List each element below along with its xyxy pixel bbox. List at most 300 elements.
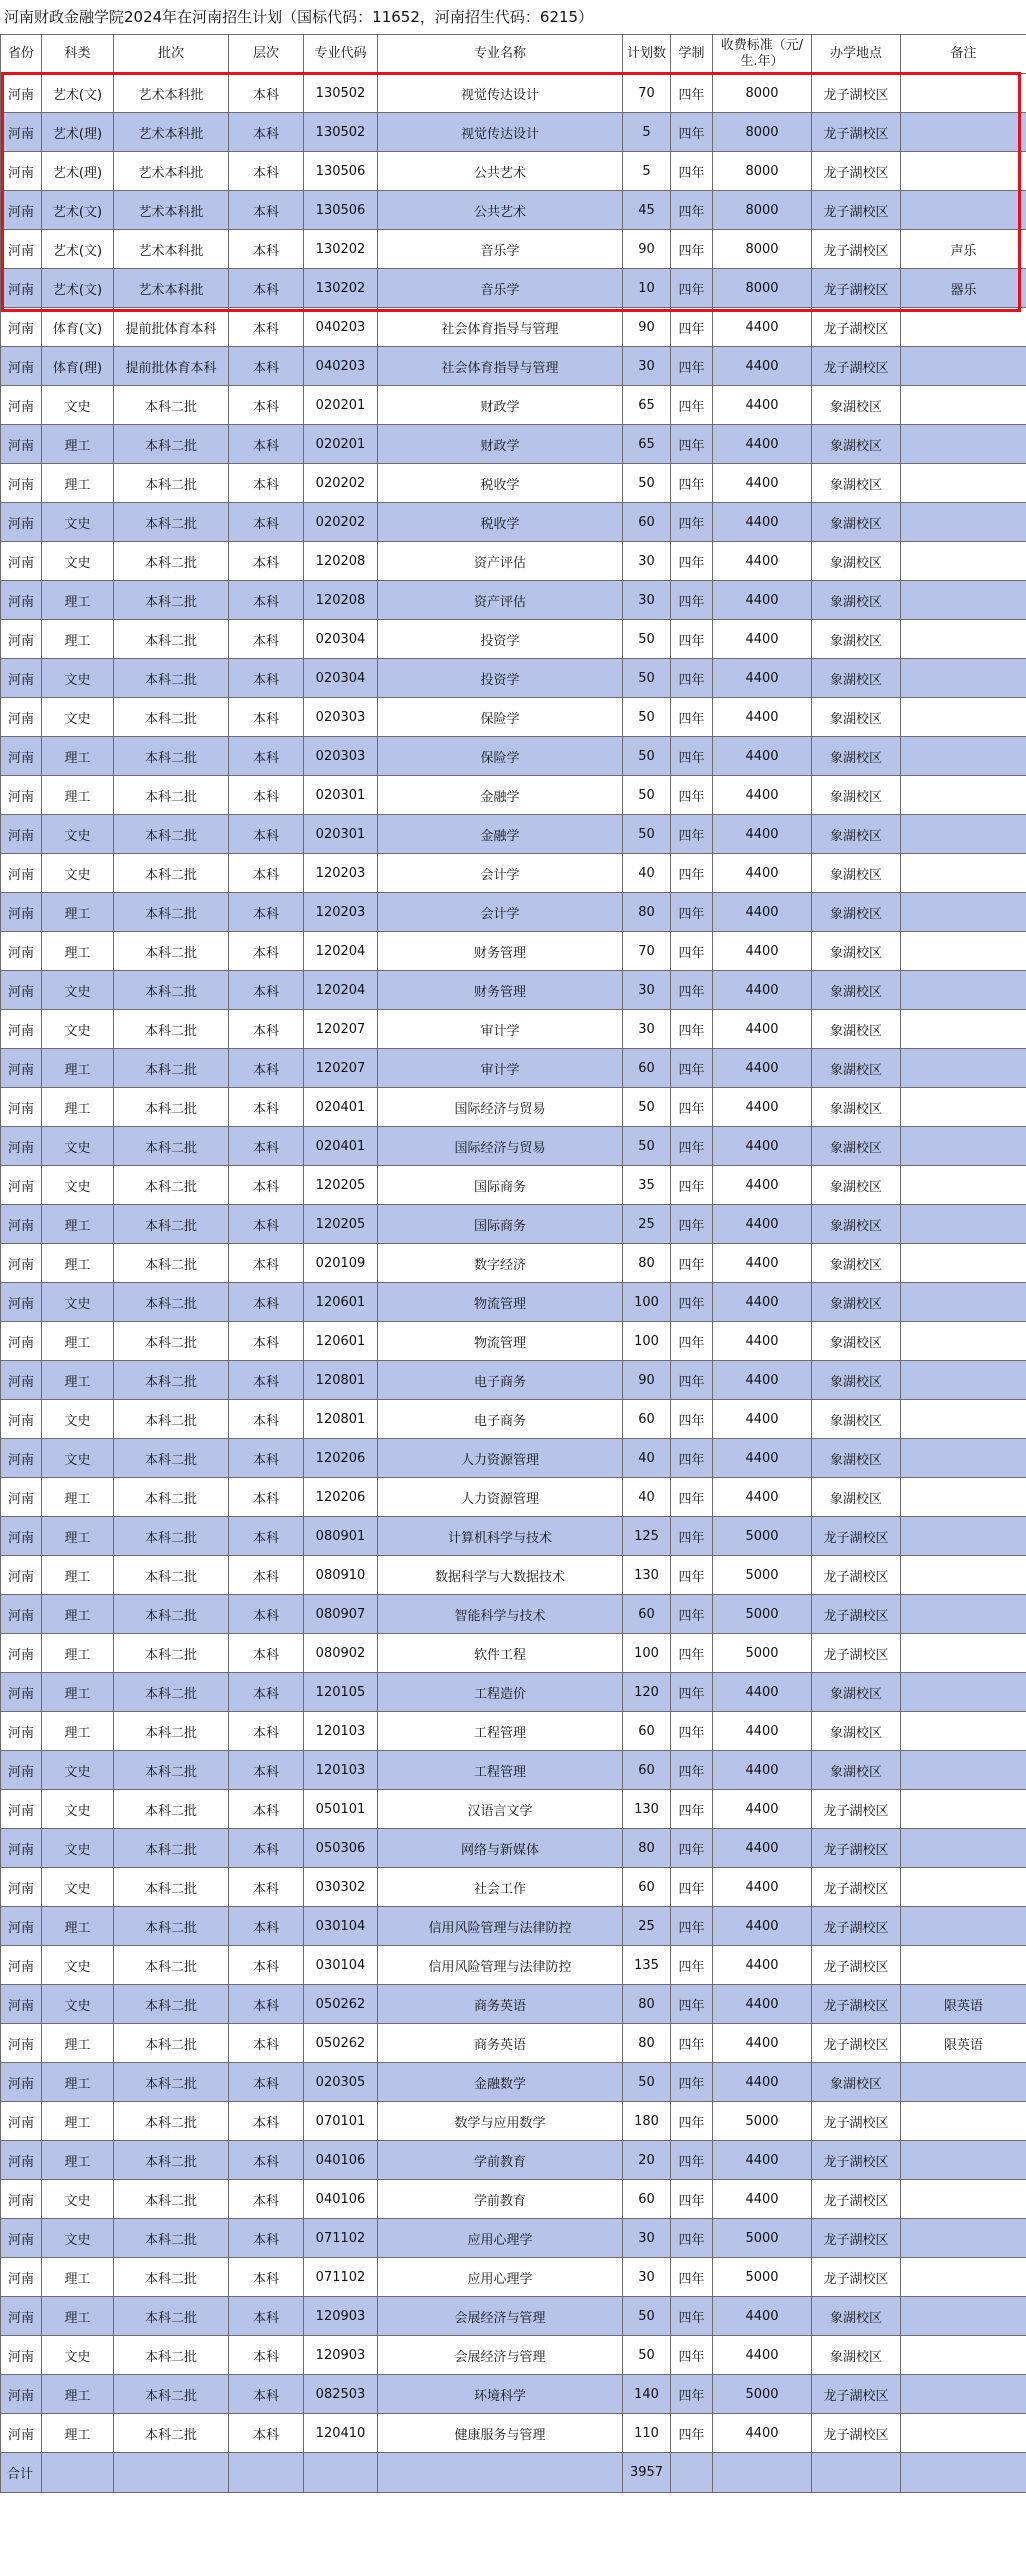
cell-major-code: 020304	[304, 659, 378, 698]
col-header-category: 科类	[42, 35, 114, 74]
cell-batch: 本科二批	[114, 2024, 229, 2063]
cell-campus: 象湖校区	[812, 1205, 901, 1244]
cell-major-code: 130202	[304, 230, 378, 269]
cell-province: 河南	[1, 2180, 42, 2219]
cell-level: 本科	[229, 2063, 304, 2102]
cell-major-code: 120204	[304, 932, 378, 971]
cell-province: 河南	[1, 542, 42, 581]
cell-batch: 本科二批	[114, 2219, 229, 2258]
table-row	[1, 2180, 1026, 2219]
cell-major-name: 信用风险管理与法律防控	[378, 1907, 623, 1946]
cell-province: 河南	[1, 1127, 42, 1166]
cell-major-name: 数字经济	[378, 1244, 623, 1283]
table-row	[1, 425, 1026, 464]
cell-category: 理工	[42, 2024, 114, 2063]
cell-campus: 龙子湖校区	[812, 191, 901, 230]
cell-major-code: 030104	[304, 1907, 378, 1946]
cell-fee: 4400	[713, 1673, 812, 1712]
cell-category: 理工	[42, 1907, 114, 1946]
cell-level: 本科	[229, 269, 304, 308]
cell-duration: 四年	[671, 2180, 713, 2219]
cell-level: 本科	[229, 1907, 304, 1946]
cell-major-code: 080907	[304, 1595, 378, 1634]
cell-duration: 四年	[671, 386, 713, 425]
cell-plan-count: 110	[623, 2414, 671, 2453]
cell-category: 文史	[42, 1790, 114, 1829]
cell-province: 河南	[1, 1985, 42, 2024]
cell-batch: 本科二批	[114, 2375, 229, 2414]
cell-plan-count: 5	[623, 152, 671, 191]
cell-remarks	[901, 2180, 1026, 2219]
cell-fee: 4400	[713, 2063, 812, 2102]
cell-remarks	[901, 1010, 1026, 1049]
cell-province: 河南	[1, 737, 42, 776]
cell-category: 文史	[42, 2180, 114, 2219]
cell-province: 河南	[1, 2297, 42, 2336]
cell-batch: 本科二批	[114, 1283, 229, 1322]
cell-campus: 象湖校区	[812, 1166, 901, 1205]
cell-province: 河南	[1, 893, 42, 932]
table-row	[1, 1400, 1026, 1439]
cell-plan-count: 60	[623, 1751, 671, 1790]
table-row	[1, 464, 1026, 503]
table-row	[1, 698, 1026, 737]
cell-fee: 4400	[713, 1049, 812, 1088]
cell-category: 艺术(文)	[42, 191, 114, 230]
cell-remarks	[901, 2063, 1026, 2102]
cell-major-code: 020301	[304, 776, 378, 815]
cell-level: 本科	[229, 581, 304, 620]
cell-batch: 本科二批	[114, 464, 229, 503]
cell-plan-count: 60	[623, 1712, 671, 1751]
cell-duration: 四年	[671, 1517, 713, 1556]
table-row	[1, 2063, 1026, 2102]
cell-category: 理工	[42, 2375, 114, 2414]
cell-major-code: 120601	[304, 1283, 378, 1322]
cell-category: 理工	[42, 1049, 114, 1088]
cell-remarks	[901, 1517, 1026, 1556]
cell-duration: 四年	[671, 2375, 713, 2414]
cell-plan-count: 60	[623, 503, 671, 542]
cell-duration: 四年	[671, 230, 713, 269]
cell-level: 本科	[229, 308, 304, 347]
cell-campus: 龙子湖校区	[812, 1985, 901, 2024]
cell-duration: 四年	[671, 2063, 713, 2102]
cell-fee: 8000	[713, 74, 812, 113]
cell-province: 河南	[1, 2141, 42, 2180]
cell-batch: 本科二批	[114, 2414, 229, 2453]
cell-campus: 象湖校区	[812, 1673, 901, 1712]
cell-major-name: 国际经济与贸易	[378, 1088, 623, 1127]
cell-fee: 4400	[713, 932, 812, 971]
cell-plan-count: 50	[623, 1088, 671, 1127]
cell-province: 河南	[1, 1829, 42, 1868]
cell-campus: 龙子湖校区	[812, 1868, 901, 1907]
table-row	[1, 1751, 1026, 1790]
cell-major-code: 130502	[304, 113, 378, 152]
cell-batch: 本科二批	[114, 1829, 229, 1868]
cell-campus: 象湖校区	[812, 1712, 901, 1751]
cell-major-code: 040106	[304, 2141, 378, 2180]
cell-level: 本科	[229, 1322, 304, 1361]
cell-remarks	[901, 1556, 1026, 1595]
cell-plan-count: 120	[623, 1673, 671, 1712]
cell-major-code: 120205	[304, 1205, 378, 1244]
cell-level: 本科	[229, 1049, 304, 1088]
cell-major-code: 120203	[304, 854, 378, 893]
table-row	[1, 1595, 1026, 1634]
table-row	[1, 113, 1026, 152]
cell-major-code: 120903	[304, 2336, 378, 2375]
cell-duration: 四年	[671, 1361, 713, 1400]
cell-plan-count: 90	[623, 1361, 671, 1400]
cell-duration: 四年	[671, 1556, 713, 1595]
cell-level: 本科	[229, 1244, 304, 1283]
cell-province: 河南	[1, 1478, 42, 1517]
cell-category: 文史	[42, 1985, 114, 2024]
cell-plan-count: 80	[623, 1829, 671, 1868]
cell-duration: 四年	[671, 1673, 713, 1712]
cell-province: 河南	[1, 698, 42, 737]
cell-plan-count: 50	[623, 2336, 671, 2375]
cell-campus: 象湖校区	[812, 932, 901, 971]
table-row	[1, 1361, 1026, 1400]
cell-remarks	[901, 1673, 1026, 1712]
cell-major-name: 电子商务	[378, 1361, 623, 1400]
cell-major-code: 120208	[304, 542, 378, 581]
cell-province: 河南	[1, 854, 42, 893]
table-row	[1, 191, 1026, 230]
cell-fee: 4400	[713, 1244, 812, 1283]
cell-fee: 4400	[713, 1751, 812, 1790]
table-row	[1, 308, 1026, 347]
cell-duration: 四年	[671, 1712, 713, 1751]
cell-category: 理工	[42, 893, 114, 932]
cell-campus: 龙子湖校区	[812, 2375, 901, 2414]
cell-batch: 本科二批	[114, 2063, 229, 2102]
cell-province: 河南	[1, 2102, 42, 2141]
cell-province: 河南	[1, 503, 42, 542]
total-empty-cell	[114, 2453, 229, 2493]
cell-duration: 四年	[671, 152, 713, 191]
cell-major-name: 商务英语	[378, 2024, 623, 2063]
cell-batch: 本科二批	[114, 1361, 229, 1400]
cell-remarks	[901, 308, 1026, 347]
cell-batch: 本科二批	[114, 425, 229, 464]
cell-duration: 四年	[671, 1751, 713, 1790]
cell-major-name: 信用风险管理与法律防控	[378, 1946, 623, 1985]
cell-remarks	[901, 2297, 1026, 2336]
cell-level: 本科	[229, 1673, 304, 1712]
cell-major-code: 071102	[304, 2258, 378, 2297]
cell-major-code: 130506	[304, 152, 378, 191]
cell-remarks: 限英语	[901, 2024, 1026, 2063]
cell-major-code: 020304	[304, 620, 378, 659]
cell-category: 文史	[42, 2336, 114, 2375]
cell-duration: 四年	[671, 1907, 713, 1946]
cell-category: 文史	[42, 1439, 114, 1478]
cell-duration: 四年	[671, 2024, 713, 2063]
cell-duration: 四年	[671, 1127, 713, 1166]
cell-duration: 四年	[671, 1985, 713, 2024]
cell-remarks	[901, 1127, 1026, 1166]
cell-province: 河南	[1, 113, 42, 152]
cell-duration: 四年	[671, 1205, 713, 1244]
cell-plan-count: 20	[623, 2141, 671, 2180]
cell-plan-count: 80	[623, 893, 671, 932]
cell-plan-count: 50	[623, 737, 671, 776]
cell-level: 本科	[229, 386, 304, 425]
cell-major-name: 电子商务	[378, 1400, 623, 1439]
cell-category: 理工	[42, 1478, 114, 1517]
cell-province: 河南	[1, 191, 42, 230]
cell-major-code: 040203	[304, 308, 378, 347]
cell-remarks	[901, 1400, 1026, 1439]
cell-fee: 4400	[713, 308, 812, 347]
cell-fee: 4400	[713, 815, 812, 854]
cell-duration: 四年	[671, 1946, 713, 1985]
cell-plan-count: 100	[623, 1322, 671, 1361]
cell-province: 河南	[1, 152, 42, 191]
cell-level: 本科	[229, 737, 304, 776]
cell-province: 河南	[1, 308, 42, 347]
cell-plan-count: 45	[623, 191, 671, 230]
cell-campus: 象湖校区	[812, 1322, 901, 1361]
cell-batch: 本科二批	[114, 2336, 229, 2375]
cell-major-code: 020202	[304, 503, 378, 542]
cell-campus: 龙子湖校区	[812, 2024, 901, 2063]
cell-category: 艺术(理)	[42, 113, 114, 152]
cell-fee: 4400	[713, 659, 812, 698]
table-row	[1, 2024, 1026, 2063]
cell-level: 本科	[229, 2414, 304, 2453]
cell-province: 河南	[1, 1673, 42, 1712]
cell-major-name: 保险学	[378, 737, 623, 776]
table-row	[1, 1556, 1026, 1595]
cell-campus: 象湖校区	[812, 542, 901, 581]
col-header-campus: 办学地点	[812, 35, 901, 74]
cell-major-name: 金融学	[378, 776, 623, 815]
cell-level: 本科	[229, 1712, 304, 1751]
cell-level: 本科	[229, 698, 304, 737]
cell-level: 本科	[229, 464, 304, 503]
cell-duration: 四年	[671, 737, 713, 776]
cell-major-name: 应用心理学	[378, 2258, 623, 2297]
cell-batch: 本科二批	[114, 1946, 229, 1985]
cell-fee: 5000	[713, 2258, 812, 2297]
cell-remarks	[901, 854, 1026, 893]
table-row	[1, 1205, 1026, 1244]
cell-batch: 本科二批	[114, 542, 229, 581]
cell-fee: 4400	[713, 971, 812, 1010]
cell-province: 河南	[1, 464, 42, 503]
cell-fee: 4400	[713, 1322, 812, 1361]
table-row	[1, 620, 1026, 659]
cell-campus: 象湖校区	[812, 464, 901, 503]
cell-category: 理工	[42, 1088, 114, 1127]
table-row	[1, 230, 1026, 269]
cell-major-code: 050262	[304, 2024, 378, 2063]
cell-remarks	[901, 776, 1026, 815]
cell-province: 河南	[1, 386, 42, 425]
cell-province: 河南	[1, 776, 42, 815]
cell-batch: 艺术本科批	[114, 230, 229, 269]
table-row	[1, 152, 1026, 191]
col-header-duration: 学制	[671, 35, 713, 74]
cell-fee: 4400	[713, 1127, 812, 1166]
cell-plan-count: 30	[623, 1010, 671, 1049]
table-row	[1, 2297, 1026, 2336]
cell-major-code: 120903	[304, 2297, 378, 2336]
table-row	[1, 776, 1026, 815]
table-row	[1, 1907, 1026, 1946]
cell-major-code: 050306	[304, 1829, 378, 1868]
table-row	[1, 1439, 1026, 1478]
cell-batch: 本科二批	[114, 1751, 229, 1790]
cell-major-name: 公共艺术	[378, 191, 623, 230]
cell-plan-count: 30	[623, 581, 671, 620]
cell-fee: 4400	[713, 581, 812, 620]
cell-major-name: 公共艺术	[378, 152, 623, 191]
cell-campus: 象湖校区	[812, 1283, 901, 1322]
cell-category: 文史	[42, 1010, 114, 1049]
cell-level: 本科	[229, 2336, 304, 2375]
cell-campus: 龙子湖校区	[812, 1946, 901, 1985]
table-row	[1, 2336, 1026, 2375]
cell-batch: 本科二批	[114, 1400, 229, 1439]
cell-level: 本科	[229, 2258, 304, 2297]
cell-province: 河南	[1, 2258, 42, 2297]
table-row	[1, 1283, 1026, 1322]
cell-fee: 4400	[713, 2297, 812, 2336]
cell-batch: 提前批体育本科	[114, 347, 229, 386]
cell-major-name: 资产评估	[378, 581, 623, 620]
cell-major-name: 财政学	[378, 386, 623, 425]
cell-duration: 四年	[671, 1049, 713, 1088]
cell-campus: 象湖校区	[812, 1049, 901, 1088]
cell-category: 理工	[42, 932, 114, 971]
table-row	[1, 1634, 1026, 1673]
cell-category: 理工	[42, 776, 114, 815]
table-row	[1, 1673, 1026, 1712]
cell-province: 河南	[1, 1439, 42, 1478]
cell-fee: 4400	[713, 1283, 812, 1322]
cell-major-code: 120208	[304, 581, 378, 620]
cell-duration: 四年	[671, 1868, 713, 1907]
cell-category: 文史	[42, 698, 114, 737]
cell-campus: 象湖校区	[812, 2336, 901, 2375]
cell-campus: 龙子湖校区	[812, 1907, 901, 1946]
cell-remarks	[901, 815, 1026, 854]
cell-duration: 四年	[671, 1322, 713, 1361]
cell-remarks	[901, 2258, 1026, 2297]
cell-remarks	[901, 386, 1026, 425]
cell-duration: 四年	[671, 347, 713, 386]
cell-fee: 4400	[713, 1712, 812, 1751]
cell-duration: 四年	[671, 2258, 713, 2297]
cell-fee: 5000	[713, 1634, 812, 1673]
cell-major-code: 020201	[304, 425, 378, 464]
cell-major-name: 投资学	[378, 620, 623, 659]
cell-major-code: 071102	[304, 2219, 378, 2258]
cell-batch: 本科二批	[114, 620, 229, 659]
cell-batch: 本科二批	[114, 1478, 229, 1517]
table-row	[1, 386, 1026, 425]
cell-batch: 艺术本科批	[114, 113, 229, 152]
cell-level: 本科	[229, 1283, 304, 1322]
cell-major-name: 物流管理	[378, 1283, 623, 1322]
cell-remarks: 器乐	[901, 269, 1026, 308]
col-header-major-code: 专业代码	[304, 35, 378, 74]
cell-major-code: 030104	[304, 1946, 378, 1985]
cell-category: 文史	[42, 815, 114, 854]
cell-duration: 四年	[671, 854, 713, 893]
table-row	[1, 659, 1026, 698]
cell-major-code: 020109	[304, 1244, 378, 1283]
cell-campus: 龙子湖校区	[812, 113, 901, 152]
cell-plan-count: 130	[623, 1556, 671, 1595]
cell-major-name: 国际经济与贸易	[378, 1127, 623, 1166]
cell-province: 河南	[1, 2063, 42, 2102]
cell-major-code: 030302	[304, 1868, 378, 1907]
table-row	[1, 1868, 1026, 1907]
total-empty-cell	[671, 2453, 713, 2493]
cell-major-code: 080902	[304, 1634, 378, 1673]
cell-duration: 四年	[671, 698, 713, 737]
cell-fee: 4400	[713, 542, 812, 581]
cell-fee: 4400	[713, 1868, 812, 1907]
cell-province: 河南	[1, 1946, 42, 1985]
cell-remarks	[901, 1868, 1026, 1907]
cell-major-name: 工程管理	[378, 1712, 623, 1751]
cell-batch: 本科二批	[114, 1010, 229, 1049]
cell-remarks	[901, 542, 1026, 581]
cell-plan-count: 90	[623, 308, 671, 347]
cell-major-code: 120207	[304, 1049, 378, 1088]
cell-major-name: 审计学	[378, 1010, 623, 1049]
cell-major-name: 软件工程	[378, 1634, 623, 1673]
cell-province: 河南	[1, 2219, 42, 2258]
cell-major-name: 计算机科学与技术	[378, 1517, 623, 1556]
cell-province: 河南	[1, 620, 42, 659]
cell-plan-count: 135	[623, 1946, 671, 1985]
cell-fee: 8000	[713, 269, 812, 308]
cell-plan-count: 30	[623, 542, 671, 581]
cell-plan-count: 70	[623, 932, 671, 971]
cell-fee: 4400	[713, 2336, 812, 2375]
col-header-batch: 批次	[114, 35, 229, 74]
table-row	[1, 1790, 1026, 1829]
cell-campus: 象湖校区	[812, 815, 901, 854]
table-row	[1, 2414, 1026, 2453]
cell-province: 河南	[1, 1322, 42, 1361]
cell-duration: 四年	[671, 1283, 713, 1322]
total-empty-cell	[42, 2453, 114, 2493]
cell-campus: 龙子湖校区	[812, 2258, 901, 2297]
cell-major-name: 智能科学与技术	[378, 1595, 623, 1634]
cell-fee: 4400	[713, 1829, 812, 1868]
cell-batch: 本科二批	[114, 698, 229, 737]
cell-batch: 艺术本科批	[114, 191, 229, 230]
cell-remarks	[901, 2336, 1026, 2375]
cell-plan-count: 80	[623, 1244, 671, 1283]
cell-remarks	[901, 1361, 1026, 1400]
cell-province: 河南	[1, 1361, 42, 1400]
cell-category: 体育(理)	[42, 347, 114, 386]
total-label: 合计	[1, 2453, 42, 2493]
cell-remarks	[901, 659, 1026, 698]
cell-province: 河南	[1, 1517, 42, 1556]
